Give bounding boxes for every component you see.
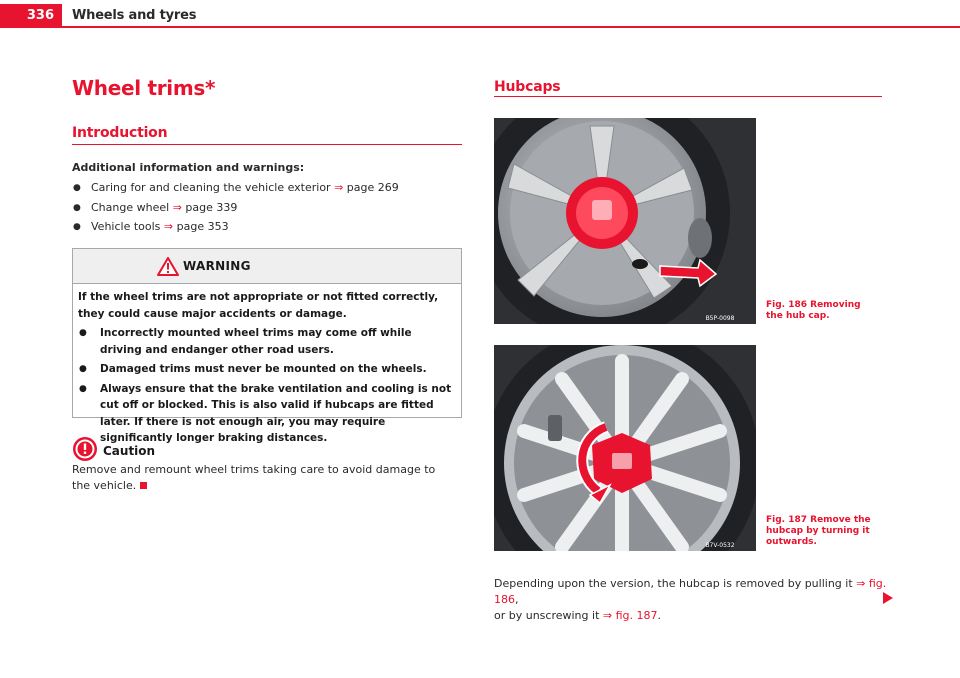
- figure-186-caption: Fig. 186 Removing the hub cap.: [766, 300, 861, 321]
- bullet-icon: ●: [79, 364, 87, 374]
- list-item: ● Change wheel ⇒ page 339: [72, 200, 462, 220]
- reference-list: [72, 180, 462, 239]
- section-title-introduction: Introduction: [72, 125, 168, 141]
- list-item: ● Vehicle tools ⇒ page 353: [72, 219, 462, 239]
- figure-186-image: [494, 118, 756, 324]
- reference-arrow-icon: ⇒: [602, 609, 613, 622]
- warning-intro: If the wheel trims are not appropriate or not fitted correctly, they could cause major accidents or damage.: [78, 291, 439, 320]
- chapter-title: Wheel trims*: [72, 76, 216, 100]
- caution-title: Caution: [103, 444, 156, 458]
- page-number: 336: [0, 4, 62, 28]
- bullet-icon: ●: [79, 383, 87, 394]
- bullet-icon: ●: [79, 328, 87, 338]
- warning-body: [73, 284, 461, 447]
- figure-link[interactable]: fig. 187: [612, 609, 658, 622]
- warning-item: ● Incorrectly mounted wheel trims may come off while driving and endanger other road users.: [79, 327, 412, 356]
- reference-arrow-icon: ⇒: [172, 200, 182, 214]
- warning-item: ● Damaged trims must never be mounted on the wheels.: [78, 361, 455, 378]
- page-header: [0, 0, 960, 30]
- figure-187-caption: Fig. 187 Remove the hubcap by turning it outwards.: [766, 515, 871, 547]
- figure-code: B5P-0098: [705, 315, 735, 322]
- section-rule: [494, 96, 882, 97]
- page-link[interactable]: page 269: [346, 181, 399, 194]
- warning-box: [72, 248, 462, 444]
- section-title-hubcaps: Hubcaps: [494, 79, 561, 95]
- figure-187-image: [494, 345, 756, 551]
- warning-triangle-icon: [157, 257, 179, 276]
- caution-text: Remove and remount wheel trims taking care to avoid damage to the vehicle.: [72, 463, 436, 492]
- warning-title: WARNING: [183, 259, 251, 273]
- reference-arrow-icon: ⇒: [334, 181, 344, 194]
- running-title: Wheels and tyres: [72, 8, 197, 23]
- reference-arrow-icon: ⇒: [856, 577, 866, 590]
- caution-icon: [72, 436, 98, 462]
- hubcap-paragraph: Depending upon the version, the hubcap is removed by pulling it ⇒ fig. 186, or by unscrewing it ⇒ fig. 187.: [494, 577, 887, 622]
- end-of-section-icon: [140, 482, 147, 489]
- header-rule: [62, 26, 960, 28]
- intro-label: Additional information and warnings:: [72, 161, 305, 174]
- list-item: ● Caring for and cleaning the vehicle exterior ⇒ page 269: [72, 180, 462, 200]
- hubcap-pull-illustration: [494, 118, 756, 324]
- figure-link[interactable]: fig. 186: [494, 577, 887, 606]
- continue-arrow-icon: [883, 592, 893, 604]
- warning-item: ● Always ensure that the brake ventilation and cooling is not cut off or blocked. This is also valid if hubcaps are fitted later. If there is not enough air, you may require significantly longer braking distances.: [79, 382, 452, 444]
- hubcap-unscrew-illustration: [494, 345, 756, 551]
- warning-header: [73, 249, 461, 284]
- section-rule: [72, 144, 462, 145]
- reference-arrow-icon: ⇒: [163, 220, 174, 233]
- page-link[interactable]: page 339: [185, 200, 238, 214]
- page-link[interactable]: page 353: [176, 220, 229, 233]
- figure-code: B7V-0532: [705, 542, 735, 549]
